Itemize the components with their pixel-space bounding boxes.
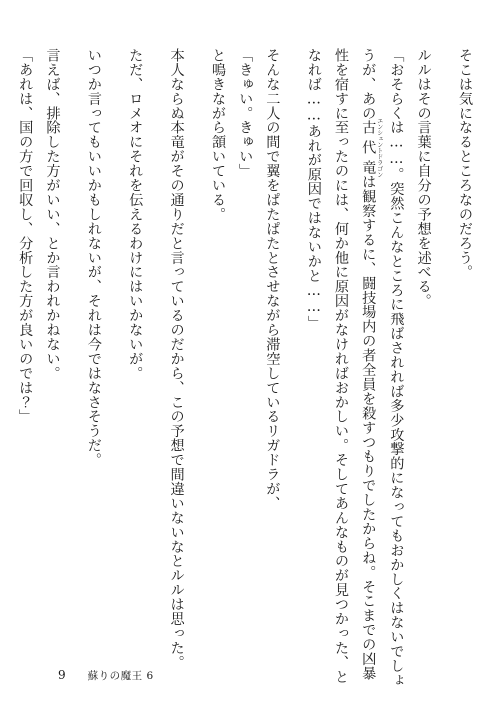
text-line: そこは気になるところなのだろう。 bbox=[457, 48, 473, 280]
text-line: ルルはその言葉に自分の予想を述べる。 bbox=[415, 48, 432, 309]
text-line-with-ruby bbox=[0, 48, 11, 648]
text-line: なれば……あれが原因ではないかと……」 bbox=[305, 48, 322, 330]
text-line: 本人ならぬ本竜がその通りだと言っているのだから、この予想で間違いないなとルルは思った。 bbox=[168, 48, 185, 670]
text-line: ただ、ロメオにそれを伝えるわけにはいかないが。 bbox=[127, 48, 144, 381]
book-title: 蘇りの魔王 6 bbox=[87, 670, 154, 682]
text-line: 言えば、排除した方がいい、とか言われかねない。 bbox=[44, 48, 61, 381]
text-line: 「あれは、国の方で回収し、分析した方が良いのでは？」 bbox=[17, 48, 34, 424]
ruby-word: 古代竜 エンシェントドラゴン bbox=[360, 117, 383, 178]
text-line: いつか言ってもいいかもしれないが、それは今ではなさそうだ。 bbox=[85, 48, 102, 468]
page-number: 9 bbox=[58, 668, 66, 682]
text-line: 「おそらくは……。突然こんなところに飛ばされれば多少攻撃的になってもおかしくはないでしょ bbox=[388, 48, 405, 688]
text-line: そんな二人の間で翼をぱたぱたとさせながら滞空しているリガドラが、 bbox=[264, 48, 281, 511]
text-line: 性を宿すに至ったのには、何か他に原因がなければおかしい。そしてあんなものが見つかった、と bbox=[333, 48, 349, 684]
text-line-with-ruby: うが、あの古代竜 エンシェントドラゴンは観察するに、闘技場内の者全員を殺すつもりでしたからね。そこまでの凶暴 bbox=[360, 48, 383, 681]
page-footer bbox=[58, 668, 154, 683]
text-line: と鳴きながら頷いている。 bbox=[210, 48, 226, 222]
text-line: 「きゅい。きゅい」 bbox=[237, 48, 254, 179]
